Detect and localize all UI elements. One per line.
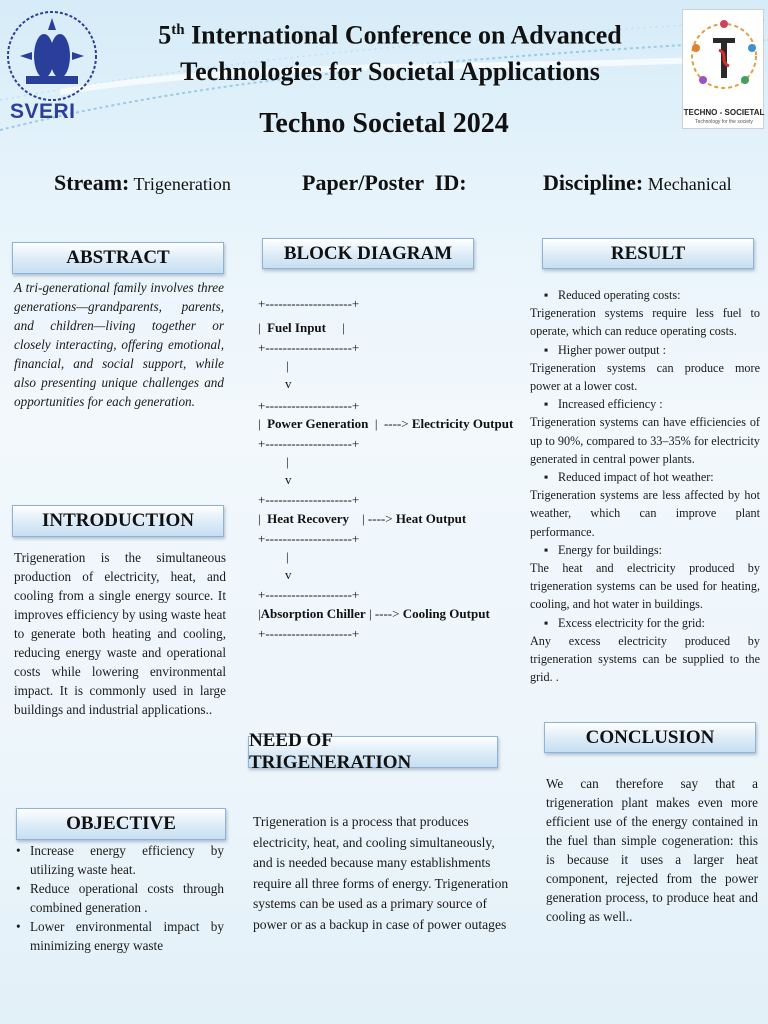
diagram-box-power-generation: Power Generation	[267, 416, 369, 431]
diagram-arrow-down: v	[285, 567, 292, 582]
diagram-row	[258, 320, 345, 336]
diagram-output-electricity: Electricity Output	[411, 416, 514, 431]
diagram-pipe: |	[258, 416, 261, 431]
diagram-border: +--------------------+	[258, 531, 360, 546]
block-diagram-heading: BLOCK DIAGRAM	[262, 238, 474, 269]
diagram-row	[258, 511, 466, 527]
diagram-pipe: |	[374, 416, 378, 431]
techno-societal-emblem-icon	[683, 10, 765, 108]
result-item-text: Trigeneration systems can produce more power at a lower cost.	[530, 360, 760, 394]
sveri-logo	[6, 10, 98, 123]
diagram-border: +--------------------+	[258, 296, 360, 311]
diagram-row	[258, 416, 513, 432]
result-item-text: Trigeneration systems are less affected by hot weather, which can improve plant performance.	[530, 488, 760, 539]
techno-societal-logo-text: TECHNO - SOCIETAL	[683, 108, 765, 117]
diagram-border: +--------------------+	[258, 626, 360, 641]
discipline-label: Discipline:	[543, 170, 644, 195]
diagram-pipe: |	[258, 606, 261, 621]
result-item-text: Any excess electricity produced by trigeneration systems can be supplied to the grid. .	[530, 633, 760, 685]
introduction-heading: INTRODUCTION	[12, 505, 224, 537]
conclusion-heading: CONCLUSION	[544, 722, 756, 753]
diagram-row	[258, 606, 490, 622]
diagram-box-fuel-input: Fuel Input	[267, 320, 326, 335]
paper-id-label: Paper/Poster ID:	[302, 170, 467, 195]
conference-title	[110, 12, 670, 90]
conclusion-text: We can therefore say that a trigeneration plant makes even more efficient use of the energy contained in the fuel than simple cogeneration: this is because it uses a larger heat component, rejected from the power generation process, to produce heat and cooling as well..	[546, 776, 758, 924]
stream-field	[54, 170, 231, 196]
diagram-pipe: |	[258, 511, 261, 526]
result-item-text: The heat and electricity produced by trigeneration systems can be used for heating, cooling, and hot water in buildings.	[530, 561, 760, 612]
objective-item: • Reduce operational costs through combined generation .	[16, 879, 224, 917]
sveri-emblem-icon	[6, 10, 98, 102]
diagram-arrow-down: v	[285, 376, 292, 391]
discipline-field	[543, 170, 732, 196]
objective-item: • Lower environmental impact by minimizing energy waste	[16, 917, 224, 955]
discipline-value: Mechanical	[647, 174, 732, 194]
diagram-border: +--------------------+	[258, 436, 360, 451]
diagram-border: +--------------------+	[258, 492, 360, 507]
sveri-logo-text: SVERI	[10, 100, 76, 123]
abstract-heading: ABSTRACT	[12, 242, 224, 274]
result-item-text: Trigeneration systems require less fuel to operate, which can reduce operating costs.	[530, 306, 760, 339]
conf-ordinal-suffix: th	[171, 22, 185, 38]
introduction-text: Trigeneration is the simultaneous production of electricity, heat, and cooling from a single energy source. It improves efficiency by using waste heat to generate both heating and cooling, reducing energy waste and operational costs while lowering environmental impact. It is commonly used in large buildings and industrial applications..	[14, 550, 226, 717]
diagram-border: +--------------------+	[258, 587, 360, 602]
diagram-arrow-right: ---->	[367, 511, 393, 526]
diagram-box-heat-recovery: Heat Recovery	[267, 511, 350, 526]
diagram-pipe: |	[362, 511, 365, 526]
paper-id-field	[302, 170, 467, 196]
diagram-output-heat: Heat Output	[395, 511, 467, 526]
diagram-arrow-right: ---->	[383, 416, 409, 431]
diagram-pipe: |	[258, 320, 261, 335]
objective-list	[16, 841, 224, 955]
event-title: Techno Societal 2024	[259, 108, 509, 139]
diagram-border: +--------------------+	[258, 340, 360, 355]
result-item-title: ▪ Reduced impact of hot weather:	[544, 468, 760, 486]
diagram-connector: |	[286, 454, 289, 469]
conf-title-line1: International Conference on Advanced	[184, 20, 622, 50]
diagram-output-cooling: Cooling Output	[402, 606, 490, 621]
stream-label: Stream:	[54, 170, 130, 195]
result-heading: RESULT	[542, 238, 754, 269]
diagram-border: +--------------------+	[258, 398, 360, 413]
abstract-text: A tri-generational family involves three generations—grandparents, parents, and children—living together or closely interacting, offering emotional, financial, and social support, while also presenting unique challenges and opportunities for each generation.	[14, 280, 224, 409]
need-heading: NEED OF TRIGENERATION	[248, 736, 498, 768]
result-list	[530, 286, 760, 686]
need-text: Trigeneration is a process that produces electricity, heat, and cooling simultaneously, and is needed because many establishments require all three forms of energy. Trigeneration systems can be used as a primary source of power or as a backup in case of power outages	[253, 814, 509, 932]
result-item-title: ▪ Higher power output :	[544, 341, 760, 359]
techno-societal-logo-tagline: Technology for the society	[695, 119, 753, 125]
stream-value: Trigeneration	[133, 174, 231, 194]
conf-ordinal: 5	[158, 20, 172, 50]
result-item-title: ▪ Reduced operating costs:	[544, 286, 760, 304]
objective-item: • Increase energy efficiency by utilizing waste heat.	[16, 841, 224, 879]
result-item-title: ▪ Excess electricity for the grid:	[544, 614, 760, 632]
result-item-title: ▪ Energy for buildings:	[544, 541, 760, 559]
diagram-connector: |	[286, 549, 289, 564]
objective-heading: OBJECTIVE	[16, 808, 226, 840]
diagram-box-absorption-chiller: Absorption Chiller	[260, 606, 366, 621]
diagram-connector: |	[286, 358, 289, 373]
conf-title-line2: Technologies for Societal Applications	[180, 56, 600, 86]
diagram-arrow-down: v	[285, 472, 292, 487]
result-item-text: Trigeneration systems can have efficiencies of up to 90%, compared to 33–35% for electricity generated in central power plants.	[530, 415, 760, 466]
diagram-arrow-right: ---->	[374, 606, 400, 621]
diagram-pipe: |	[368, 606, 372, 621]
diagram-pipe: |	[342, 320, 345, 335]
result-item-title: ▪ Increased efficiency :	[544, 395, 760, 413]
